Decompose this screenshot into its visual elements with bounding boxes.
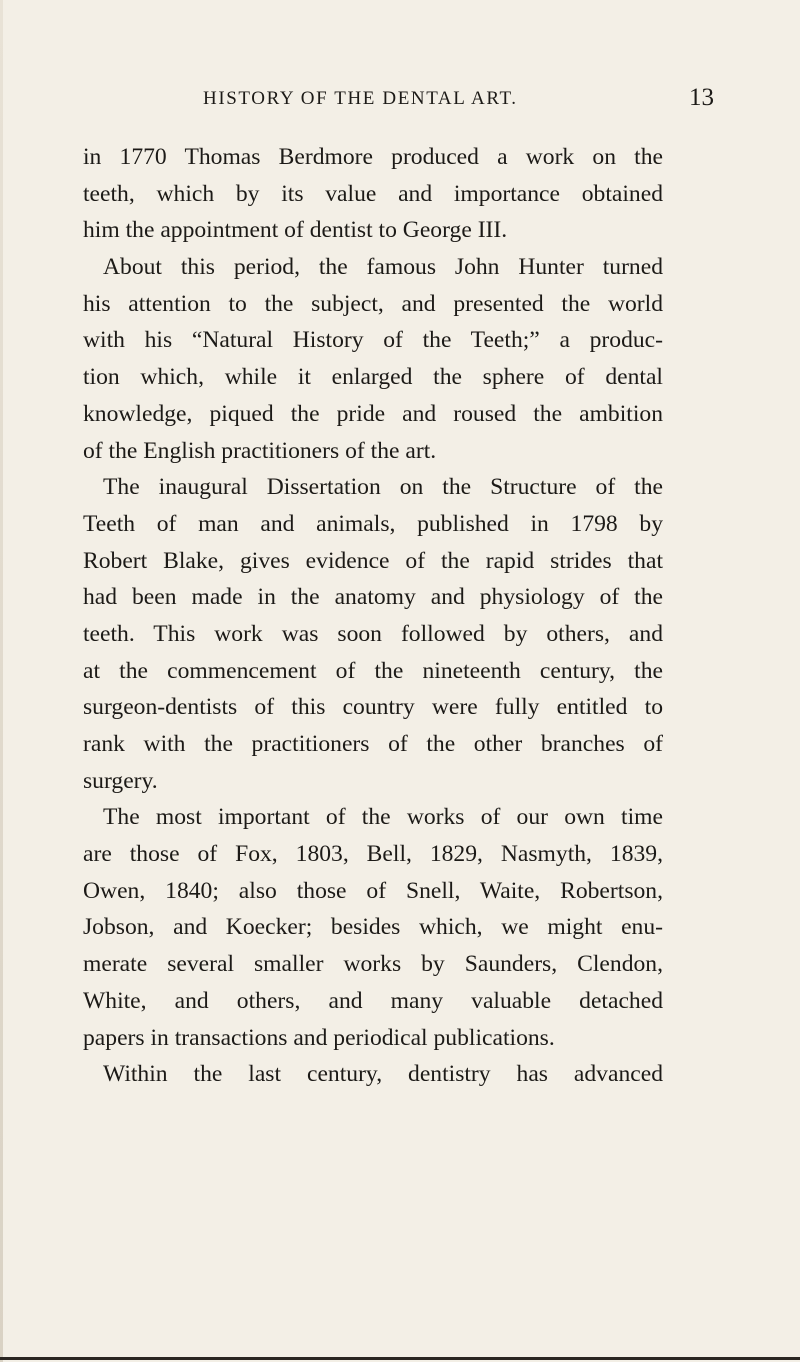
running-head: HISTORY OF THE DENTAL ART. (203, 88, 518, 109)
text-line: in 1770 Thomas Berdmore produced a work on the (83, 144, 663, 170)
page-edge (0, 0, 3, 1362)
text-line: had been made in the anatomy and physiology of the (83, 584, 663, 611)
text-line: with his “Natural History of the Teeth;” a produc- (83, 327, 663, 354)
text-line: him the appointment of dentist to George III. (83, 217, 508, 244)
text-line: surgery. (83, 767, 158, 794)
text-line: White, and others, and many valuable detached (83, 987, 663, 1014)
text-line: The most important of the works of our own time (103, 804, 663, 831)
text-line: The inaugural Dissertation on the Structure of the (103, 474, 663, 501)
text-line: Owen, 1840; also those of Snell, Waite, Robertson, (83, 877, 663, 904)
text-line: are those of Fox, 1803, Bell, 1829, Nasmyth, 1839, (83, 841, 663, 868)
text-line: tion which, while it enlarged the sphere of dental (83, 364, 663, 391)
text-line: Within the last century, dentistry has advanced (103, 1061, 663, 1088)
text-line: at the commencement of the nineteenth century, the (83, 657, 663, 684)
page-number: 13 (689, 84, 714, 111)
body-text (83, 139, 663, 1093)
text-line: his attention to the subject, and presented the world (83, 290, 663, 317)
text-line: of the English practitioners of the art. (83, 437, 437, 464)
text-line: knowledge, piqued the pride and roused the ambition (83, 400, 663, 427)
text-line: merate several smaller works by Saunders, Clendon, (83, 951, 663, 978)
text-line: rank with the practitioners of the other branches of (83, 731, 663, 757)
text-line: teeth, which by its value and importance obtained (83, 180, 663, 207)
text-line: About this period, the famous John Hunter turned (103, 254, 663, 281)
text-line: Jobson, and Koecker; besides which, we might enu- (83, 914, 663, 941)
text-line: Teeth of man and animals, published in 1798 by (83, 510, 663, 537)
text-line: Robert Blake, gives evidence of the rapid strides that (83, 547, 663, 574)
text-line: surgeon-dentists of this country were fully entitled to (83, 694, 663, 721)
bottom-edge-rule (0, 1357, 800, 1360)
text-line: papers in transactions and periodical publications. (83, 1024, 555, 1051)
text-line: teeth. This work was soon followed by others, and (83, 620, 663, 647)
